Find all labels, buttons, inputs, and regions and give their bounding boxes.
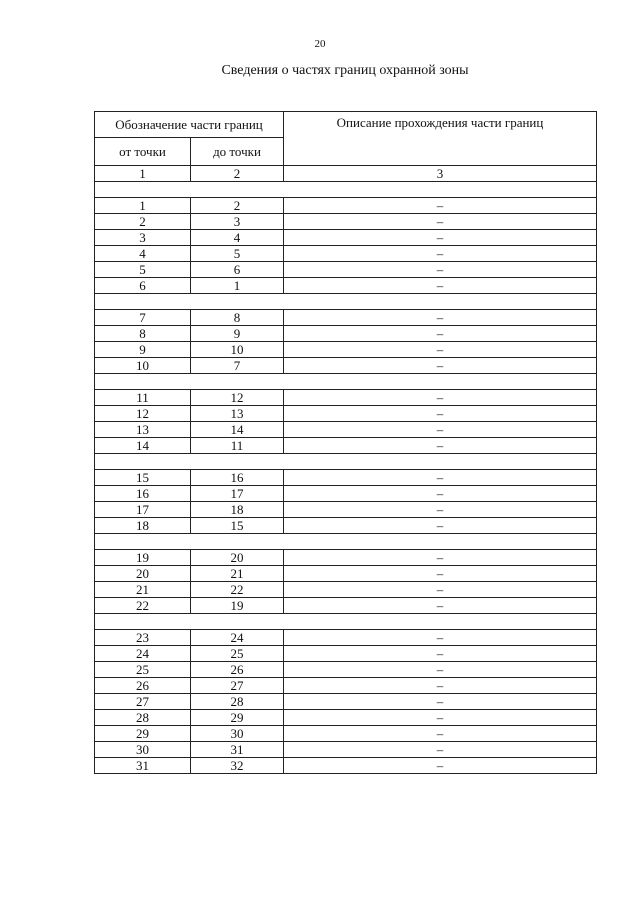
table-row	[95, 230, 597, 246]
description-cell: –	[284, 230, 597, 246]
description-cell: –	[284, 646, 597, 662]
column-number-1: 1	[95, 166, 191, 182]
from-point-cell: 30	[95, 742, 191, 758]
to-point-cell: 7	[191, 358, 284, 374]
description-cell: –	[284, 278, 597, 294]
table-row	[95, 326, 597, 342]
to-point-cell: 14	[191, 422, 284, 438]
from-point-cell: 10	[95, 358, 191, 374]
table-row	[95, 310, 597, 326]
to-point-cell: 25	[191, 646, 284, 662]
from-point-cell: 24	[95, 646, 191, 662]
table-row	[95, 582, 597, 598]
to-point-cell: 26	[191, 662, 284, 678]
description-cell: –	[284, 518, 597, 534]
to-point-cell: 18	[191, 502, 284, 518]
contour-separator-row	[95, 614, 597, 630]
description-cell: –	[284, 566, 597, 582]
table-row	[95, 358, 597, 374]
table-row	[95, 438, 597, 454]
description-cell: –	[284, 710, 597, 726]
description-cell: –	[284, 422, 597, 438]
from-point-cell: 11	[95, 390, 191, 406]
from-point-cell: 31	[95, 758, 191, 774]
from-point-cell: 21	[95, 582, 191, 598]
header-description: Описание прохождения части границ	[284, 112, 597, 166]
table-row	[95, 518, 597, 534]
contour-separator-cell	[95, 614, 597, 630]
from-point-cell: 4	[95, 246, 191, 262]
from-point-cell: 6	[95, 278, 191, 294]
contour-separator-row	[95, 454, 597, 470]
table-row	[95, 742, 597, 758]
header-from-point: от точки	[95, 138, 191, 166]
contour-separator-cell	[95, 294, 597, 310]
description-cell: –	[284, 246, 597, 262]
to-point-cell: 15	[191, 518, 284, 534]
page-number: 20	[314, 38, 326, 50]
description-cell: –	[284, 310, 597, 326]
from-point-cell: 5	[95, 262, 191, 278]
contour-separator-row	[95, 182, 597, 198]
to-point-cell: 17	[191, 486, 284, 502]
description-cell: –	[284, 742, 597, 758]
description-cell: –	[284, 502, 597, 518]
from-point-cell: 8	[95, 326, 191, 342]
from-point-cell: 29	[95, 726, 191, 742]
to-point-cell: 28	[191, 694, 284, 710]
boundary-table	[94, 111, 597, 774]
column-number-2: 2	[191, 166, 284, 182]
from-point-cell: 27	[95, 694, 191, 710]
description-cell: –	[284, 630, 597, 646]
from-point-cell: 9	[95, 342, 191, 358]
table-row	[95, 262, 597, 278]
from-point-cell: 2	[95, 214, 191, 230]
from-point-cell: 26	[95, 678, 191, 694]
column-number-row	[95, 166, 597, 182]
table-row	[95, 470, 597, 486]
table-row	[95, 198, 597, 214]
to-point-cell: 13	[191, 406, 284, 422]
header-boundary-designation: Обозначение части границ	[95, 112, 284, 138]
contour-separator-row	[95, 294, 597, 310]
to-point-cell: 31	[191, 742, 284, 758]
description-cell: –	[284, 214, 597, 230]
header-to-point: до точки	[191, 138, 284, 166]
from-point-cell: 1	[95, 198, 191, 214]
description-cell: –	[284, 262, 597, 278]
to-point-cell: 30	[191, 726, 284, 742]
to-point-cell: 16	[191, 470, 284, 486]
to-point-cell: 19	[191, 598, 284, 614]
description-cell: –	[284, 470, 597, 486]
to-point-cell: 22	[191, 582, 284, 598]
table-row	[95, 278, 597, 294]
from-point-cell: 15	[95, 470, 191, 486]
contour-separator-cell	[95, 534, 597, 550]
column-number-3: 3	[284, 166, 597, 182]
table-row	[95, 630, 597, 646]
to-point-cell: 29	[191, 710, 284, 726]
contour-separator-row	[95, 374, 597, 390]
description-cell: –	[284, 390, 597, 406]
to-point-cell: 9	[191, 326, 284, 342]
description-cell: –	[284, 358, 597, 374]
description-cell: –	[284, 678, 597, 694]
table-row	[95, 662, 597, 678]
table-row	[95, 598, 597, 614]
from-point-cell: 23	[95, 630, 191, 646]
contour-separator-cell	[95, 454, 597, 470]
to-point-cell: 1	[191, 278, 284, 294]
description-cell: –	[284, 342, 597, 358]
from-point-cell: 22	[95, 598, 191, 614]
contour-separator-cell	[95, 374, 597, 390]
contour-separator-row	[95, 534, 597, 550]
to-point-cell: 12	[191, 390, 284, 406]
to-point-cell: 27	[191, 678, 284, 694]
to-point-cell: 20	[191, 550, 284, 566]
table-row	[95, 406, 597, 422]
from-point-cell: 19	[95, 550, 191, 566]
table-row	[95, 550, 597, 566]
from-point-cell: 28	[95, 710, 191, 726]
to-point-cell: 24	[191, 630, 284, 646]
from-point-cell: 16	[95, 486, 191, 502]
description-cell: –	[284, 694, 597, 710]
table-row	[95, 214, 597, 230]
table-row	[95, 246, 597, 262]
description-cell: –	[284, 438, 597, 454]
from-point-cell: 14	[95, 438, 191, 454]
description-cell: –	[284, 726, 597, 742]
table-row	[95, 758, 597, 774]
description-cell: –	[284, 550, 597, 566]
table-row	[95, 646, 597, 662]
table-row	[95, 342, 597, 358]
to-point-cell: 6	[191, 262, 284, 278]
description-cell: –	[284, 582, 597, 598]
to-point-cell: 10	[191, 342, 284, 358]
description-cell: –	[284, 326, 597, 342]
description-cell: –	[284, 198, 597, 214]
table-row	[95, 726, 597, 742]
from-point-cell: 3	[95, 230, 191, 246]
table-row	[95, 694, 597, 710]
table-row	[95, 486, 597, 502]
to-point-cell: 3	[191, 214, 284, 230]
to-point-cell: 21	[191, 566, 284, 582]
table-row	[95, 566, 597, 582]
description-cell: –	[284, 758, 597, 774]
description-cell: –	[284, 662, 597, 678]
table-row	[95, 390, 597, 406]
from-point-cell: 18	[95, 518, 191, 534]
from-point-cell: 13	[95, 422, 191, 438]
table-row	[95, 502, 597, 518]
from-point-cell: 7	[95, 310, 191, 326]
to-point-cell: 11	[191, 438, 284, 454]
table-row	[95, 710, 597, 726]
to-point-cell: 4	[191, 230, 284, 246]
contour-separator-cell	[95, 182, 597, 198]
from-point-cell: 20	[95, 566, 191, 582]
from-point-cell: 17	[95, 502, 191, 518]
description-cell: –	[284, 406, 597, 422]
description-cell: –	[284, 486, 597, 502]
to-point-cell: 5	[191, 246, 284, 262]
to-point-cell: 2	[191, 198, 284, 214]
from-point-cell: 25	[95, 662, 191, 678]
document-title: Сведения о частях границ охранной зоны	[221, 63, 469, 78]
to-point-cell: 8	[191, 310, 284, 326]
from-point-cell: 12	[95, 406, 191, 422]
table-row	[95, 422, 597, 438]
table-row	[95, 678, 597, 694]
table-body	[95, 166, 597, 774]
to-point-cell: 32	[191, 758, 284, 774]
description-cell: –	[284, 598, 597, 614]
